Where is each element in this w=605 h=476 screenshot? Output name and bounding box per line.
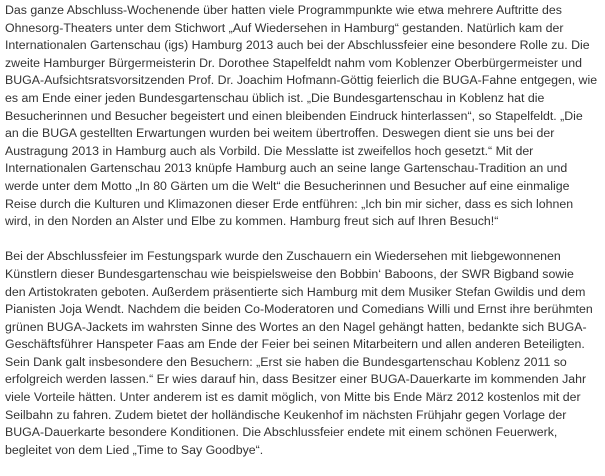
- text-line: Seilbahn zu fahren. Zudem bietet der holländische Keukenhof im nächsten Frühjahr gegen Vorlage der: [5, 407, 567, 422]
- text-line: den Artistokraten geboten. Außerdem präsentierte sich Hamburg mit dem Musiker Stefan Gwildis und dem: [5, 284, 586, 299]
- text-line: viele Vorteile hätten. Unter anderem ist es damit möglich, von Mitte bis Ende März 2012 kostenlos mit der: [5, 390, 581, 405]
- text-line: an die BUGA gestellten Erwartungen wurden bei weitem übertroffen. Deswegen dient sie uns bei der: [5, 126, 555, 141]
- text-line: Sein Dank galt insbesondere den Besuchern: „Erst sie haben die Bundesgartenschau Koblenz 2011 so: [5, 354, 567, 369]
- text-line: BUGA-Aufsichtsratsvorsitzenden Prof. Dr. Joachim Hofmann-Göttig feierlich die BUGA-Fahne entgegen, wie: [5, 73, 598, 88]
- text-line: grünen BUGA-Jackets im wahrsten Sinne des Wortes an den Nagel gehängt hatten, bedankte sich BUGA-: [5, 319, 587, 334]
- text-line: Austragung 2013 in Hamburg auch als Vorbild. Die Messlatte ist zweifellos hoch gesetzt.“ Mit der: [5, 143, 534, 158]
- text-line: erfolgreich werden lassen.“ Er wies darauf hin, dass Besitzer einer BUGA-Dauerkarte im kommenden Jahr: [5, 372, 587, 387]
- paragraph-1: [5, 2, 601, 231]
- text-line: Reise durch die Kulturen und Klimazonen dieser Erde entführen: „Ich bin mir sicher, dass es sich lohnen: [5, 196, 574, 211]
- text-line: Pianisten Joja Wendt. Nachdem die beiden Co-Moderatoren und Comedians Willi und Ernst ihre berühmten: [5, 302, 593, 317]
- paragraph-spacer: [5, 231, 601, 249]
- text-line: Internationalen Gartenschau 2013 knüpfe Hamburg auch an seine lange Gartenschau-Tradition an und: [5, 161, 568, 176]
- text-line: Internationalen Gartenschau (igs) Hamburg 2013 auch bei der Abschlussfeier eine besondere Rolle zu. Die: [5, 38, 590, 53]
- text-line: werde unter dem Motto „In 80 Gärten um die Welt“ die Besucherinnen und Besucher auf eine einmalige: [5, 178, 570, 193]
- text-line: Geschäftsführer Hanspeter Faas am Ende der Feier bei seinen Mitarbeitern und allen anderen Beteiligten.: [5, 337, 585, 352]
- text-line: es am Ende einer jeden Bundesgartenschau üblich ist. „Die Bundesgartenschau in Koblenz hat die: [5, 90, 545, 105]
- text-line: Bei der Abschlussfeier im Festungspark wurde den Zuschauern ein Wiedersehen mit liebgewonnenen: [5, 249, 561, 264]
- text-line: Ohnesorg-Theaters unter dem Stichwort „Auf Wiedersehen in Hamburg“ gestanden. Natürlich kam der: [5, 20, 564, 35]
- text-line: Das ganze Abschluss-Wochenende über hatten viele Programmpunkte wie etwa mehrere Auftritte des: [5, 3, 562, 17]
- text-line: BUGA-Dauerkarte besondere Konditionen. Die Abschlussfeier endete mit einem schönen Feuerwerk,: [5, 425, 558, 440]
- text-line: Besucherinnen und Besucher begeistert und einen bleibenden Eindruck hinterlassen“, so Stapelfeldt. „Die: [5, 108, 583, 123]
- paragraph-2: [5, 248, 601, 459]
- text-line: wird, in den Norden an Alster und Elbe zu kommen. Hamburg freut sich auf Ihren Besuch!“: [5, 214, 499, 229]
- text-line: zweite Hamburger Bürgermeisterin Dr. Dorothee Stapelfeldt nahm vom Koblenzer Oberbürgermeister und: [5, 55, 582, 70]
- text-line: begleitet von dem Lied „Time to Say Goodbye“.: [5, 442, 264, 457]
- text-line: Künstlern dieser Bundesgartenschau wie beispielsweise den Bobbin‘ Baboons, der SWR Bigband sowie: [5, 266, 574, 281]
